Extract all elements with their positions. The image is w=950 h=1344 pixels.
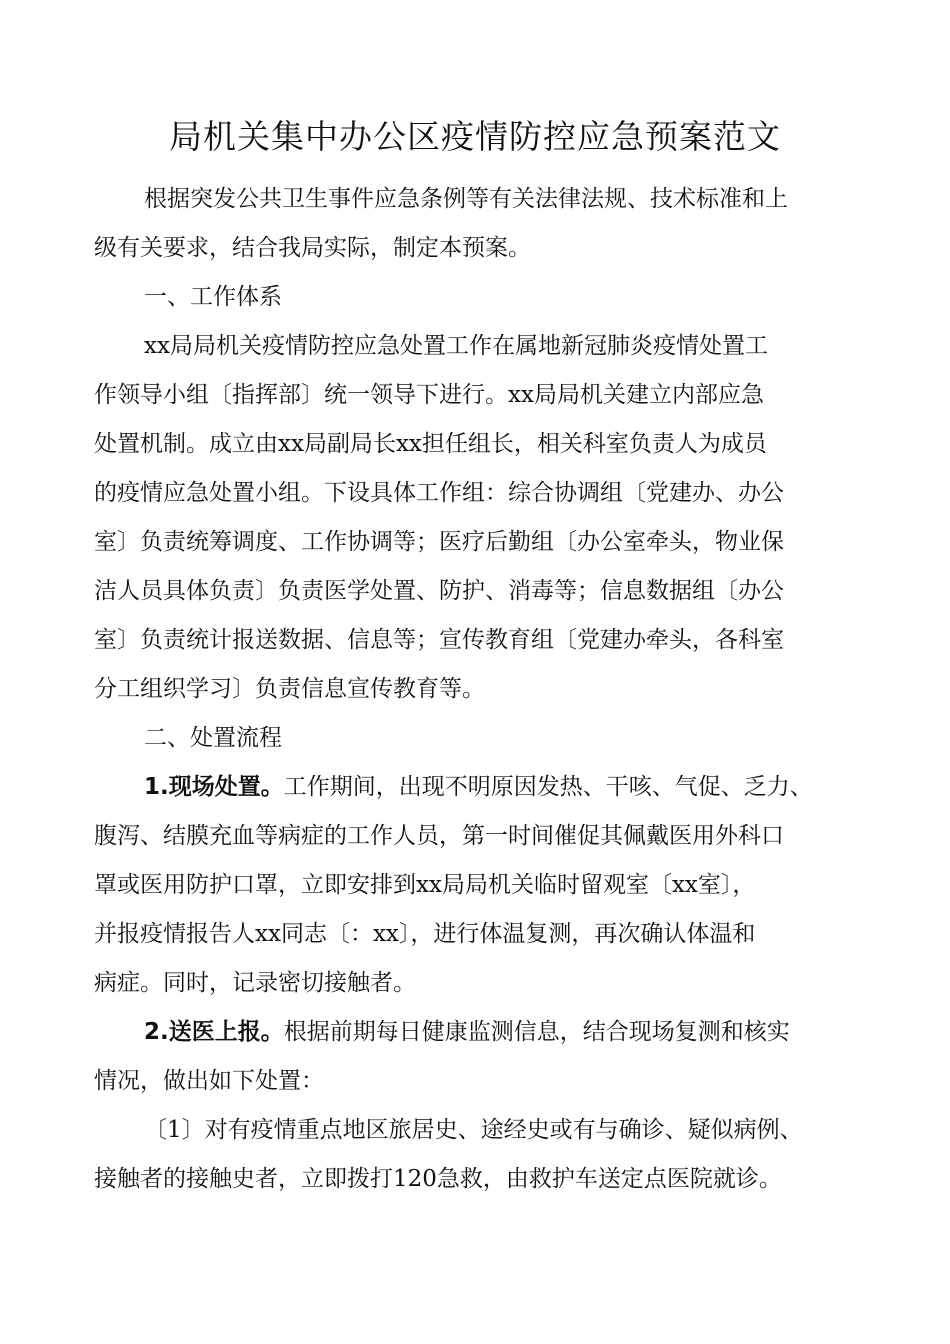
paragraph-line [94,1008,864,1057]
paragraph-line: 情况，做出如下处置： [94,1068,324,1094]
paragraph-line: 接触者的接触史者，立即拨打120急救，由救护车送定点医院就诊。 [94,1166,782,1192]
paragraph-line [94,763,864,812]
document-title: 局机关集中办公区疫情防控应急预案范文 [169,117,781,156]
bold-label: 2.送医上报。 [144,1019,284,1045]
paragraph-text: 根据前期每日健康监测信息，结合现场复测和核实 [283,1019,790,1045]
paragraph-line: 〔1〕对有疫情重点地区旅居史、途经史或有与确诊、疑似病例、 [144,1117,803,1143]
paragraph-line: 室〕负责统筹调度、工作协调等；医疗后勤组〔办公室牵头，物业保 [94,529,784,555]
section-heading: 二、处置流程 [144,725,282,751]
bold-label: 1.现场处置。 [144,774,284,800]
paragraph-line: 级有关要求，结合我局实际，制定本预案。 [94,235,531,261]
paragraph-line: 腹泻、结膜充血等病症的工作人员，第一时间催促其佩戴医用外科口 [94,823,784,849]
paragraph-line: 根据突发公共卫生事件应急条例等有关法律法规、技术标准和上 [144,186,788,212]
paragraph-line: 分工组织学习〕负责信息宣传教育等。 [94,676,485,702]
paragraph-line: 的疫情应急处置小组。下设具体工作组：综合协调组〔党建办、办公 [94,480,784,506]
paragraph-line: 并报疫情报告人xx同志〔：xx〕，进行体温复测，再次确认体温和 [94,921,756,947]
paragraph-line: 室〕负责统计报送数据、信息等；宣传教育组〔党建办牵头，各科室 [94,627,784,653]
document-body [94,175,864,1204]
paragraph-line: 病症。同时，记录密切接触者。 [94,970,416,996]
section-heading: 一、工作体系 [144,284,282,310]
paragraph-line: xx局局机关疫情防控应急处置工作在属地新冠肺炎疫情处置工 [144,333,768,359]
paragraph-text: 工作期间，出现不明原因发热、干咳、气促、乏力、 [283,774,813,800]
paragraph-line: 罩或医用防护口罩，立即安排到xx局局机关临时留观室〔xx室〕， [94,872,756,898]
paragraph-line: 处置机制。成立由xx局副局长xx担任组长，相关科室负责人为成员 [94,431,767,457]
paragraph-line: 洁人员具体负责〕负责医学处置、防护、消毒等；信息数据组〔办公 [94,578,784,604]
paragraph-line: 作领导小组〔指挥部〕统一领导下进行。xx局局机关建立内部应急 [94,382,764,408]
